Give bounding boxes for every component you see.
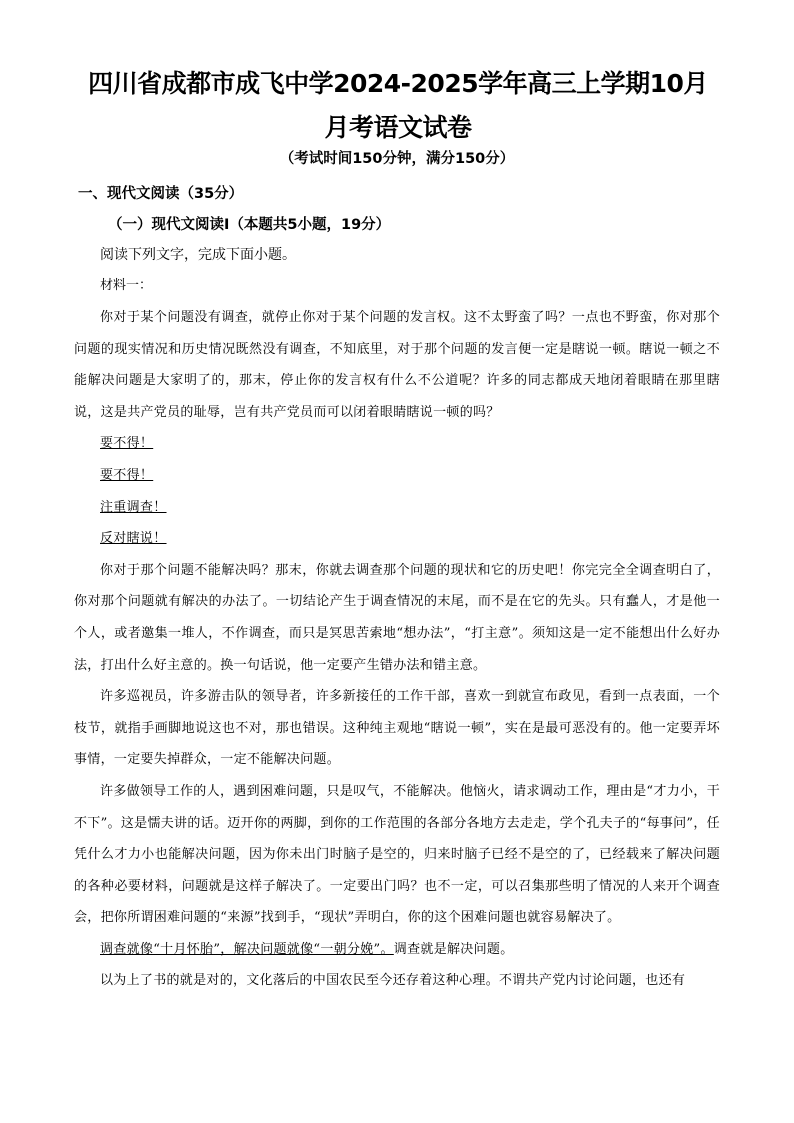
slogan-line: 注重调查！ [100,499,167,515]
paragraph: 以为上了书的就是对的，文化落后的中国农民至今还存着这种心理。不谓共产党内讨论问题，也还有 [100,973,686,989]
article-body [74,302,720,997]
material-label: 材料一： [100,278,153,293]
key-sentence-rest: 调查就是解决问题。 [393,941,514,957]
paragraph: 许多做领导工作的人，遇到困难问题，只是叹气，不能解决。他恼火，请求调动工作，理由是“才力小，干不下”。这是懦夫讲的话。迈开你的两脚，到你的工作范围的各部分各地方去走走，学个孔夫子的“每事问”，任凭什么才力小也能解决问题，因为你未出门时脑子是空的，归来时脑子已经不是空的了，已经载来了解决问题的各种必要材料，问题就是这样子解决了。一定要出门吗？也不一定，可以召集那些明了情况的人来开个调查会，把你所谓困难问题的“来源”找到手，“现状”弄明白，你的这个困难问题也就容易解决了。 [74,783,720,926]
key-sentence-underlined: 调查就像“十月怀胎”，解决问题就像“一朝分娩”。 [100,941,394,957]
slogan-line: 反对瞎说！ [100,531,167,547]
paragraph: 你对于某个问题没有调查，就停止你对于某个问题的发言权。这不太野蛮了吗？一点也不野蛮，你对那个问题的现实情况和历史情况既然没有调查，不知底里，对于那个问题的发言便一定是瞎说一顿。瞎说一顿之不能解决问题是大家明了的，那末，停止你的发言权有什么不公道呢？许多的同志都成天地闭着眼睛在那里瞎说，这是共产党员的耻辱，岂有共产党员而可以闭着眼睛瞎说一顿的吗？ [74,310,720,420]
slogan-line: 要不得！ [100,436,154,452]
section-heading: 一、现代文阅读（35分） [78,186,244,202]
exam-info: （考试时间150分钟，满分150分） [279,151,515,167]
subsection-heading: （一）现代文阅读Ⅰ（本题共5小题，19分） [108,217,391,233]
slogan-line: 要不得！ [100,467,154,483]
key-sentence [74,934,720,966]
document-title: 四川省成都市成飞中学2024-2025学年高三上学期10月月考语文试卷 [88,69,708,142]
paragraph: 许多巡视员，许多游击队的领导者，许多新接任的工作干部，喜欢一到就宣布政见，看到一点表面，一个枝节，就指手画脚地说这也不对，那也错误。这种纯主观地“瞎说一顿”，实在是最可恶没有的。他一定要弄坏事情，一定要失掉群众，一定不能解决问题。 [74,689,720,768]
paragraph: 你对于那个问题不能解决吗？那末，你就去调查那个问题的现状和它的历史吧！你完完全全调查明白了，你对那个问题就有解决的办法了。一切结论产生于调查情况的末尾，而不是在它的先头。只有蠢人，才是他一个人，或者邀集一堆人，不作调查，而只是冥思苦索地“想办法”，“打主意”。须知这是一定不能想出什么好办法，打出什么好主意的。换一句话说，他一定要产生错办法和错主意。 [74,562,720,673]
reading-instruction: 阅读下列文字，完成下面小题。 [100,247,296,263]
